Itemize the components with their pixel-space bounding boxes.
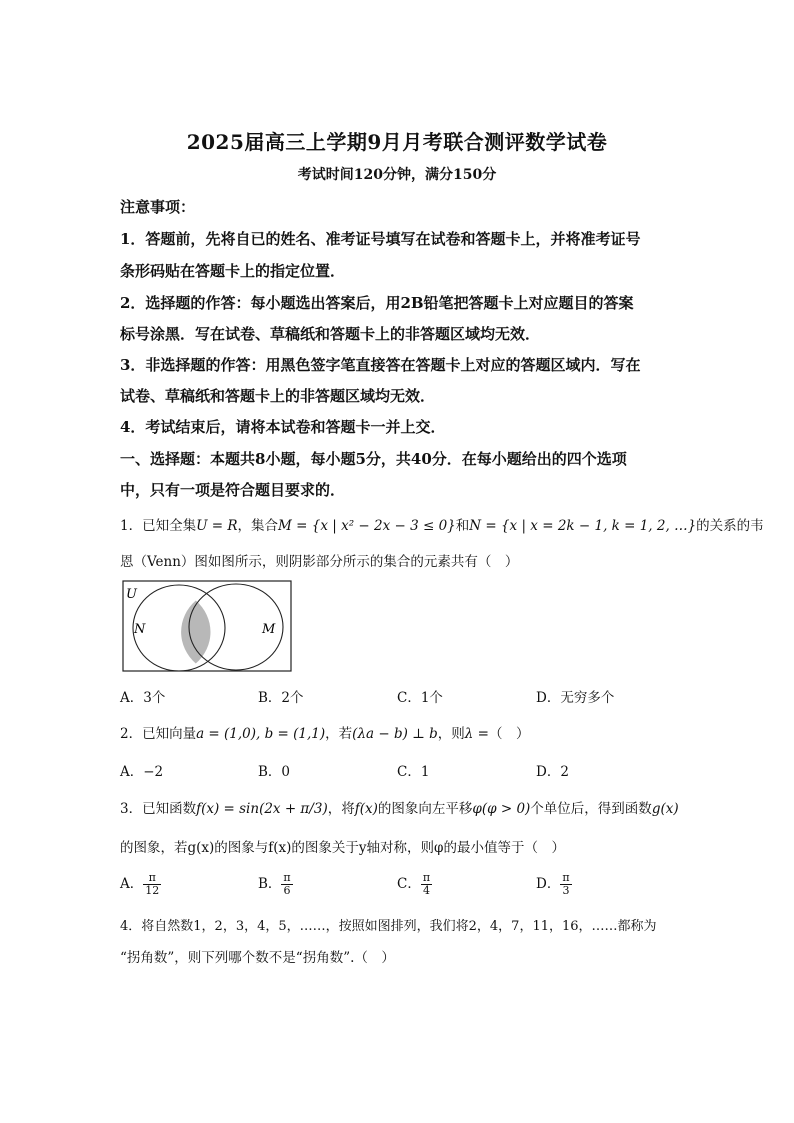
q1-option-b: B．2个 [258, 690, 304, 706]
notice-line: 1．答题前，先将自已的姓名、准考证号填写在试卷和答题卡上，并将准考证号 [120, 230, 641, 248]
q2-option-a: A．−2 [120, 764, 164, 780]
q3-option-a: A． $\frac{\pi}{12}$ [120, 871, 160, 897]
notice-line: 条形码贴在答题卡上的指定位置． [120, 262, 346, 280]
venn-label-u: U [126, 587, 137, 602]
exam-subtitle: 考试时间120分钟，满分150分 [297, 167, 497, 183]
q2-option-c: C．1 [397, 764, 430, 780]
venn-label-n: N [134, 622, 146, 637]
q3-option-c: C． $\frac{\pi}{4}$ [397, 871, 431, 897]
q1-option-c: C．1个 [397, 690, 443, 706]
q3-option-d: D． $\frac{\pi}{3}$ [536, 871, 570, 897]
section-heading: 一、选择题：本题共8小题，每小题5分，共40分．在每小题给出的四个选项 [120, 450, 627, 468]
q4-line1: 4．将自然数1，2，3，4，5，……，按照如图排列，我们将2，4，7，11，16，……都称为 [120, 919, 657, 934]
q2-option-d: D．2 [536, 764, 569, 780]
notice-line: 试卷、草稿纸和答题卡上的非答题区域均无效． [120, 387, 436, 405]
q4-line2: “拐角数”，则下列哪个数不是“拐角数”.（ ） [120, 950, 395, 966]
q1-line2: 恩（Venn）图如图所示，则阴影部分所示的集合的元素共有（ ） [120, 554, 519, 570]
venn-label-m: M [262, 622, 276, 637]
section-heading-cont: 中，只有一项是符合题目要求的． [120, 481, 346, 499]
q3-option-b: B． $\frac{\pi}{6}$ [258, 871, 291, 897]
exam-title: 2025届高三上学期9月月考联合测评数学试卷 [186, 130, 608, 154]
notice-line: 标号涂黑．写在试卷、草稿纸和答题卡上的非答题区域均无效． [120, 325, 541, 343]
q2-line: 2．已知向量a = (1,0), b = (1,1)，若(λa − b) ⊥ b，则λ =（ ） [120, 726, 530, 742]
q2-option-b: B．0 [258, 764, 291, 780]
notice-line: 2．选择题的作答：每小题选出答案后，用2B铅笔把答题卡上对应题目的答案 [120, 294, 634, 312]
notice-heading: 注意事项： [120, 198, 196, 216]
q1-option-d: D．无穷多个 [536, 690, 615, 706]
venn-diagram [122, 580, 294, 674]
q3-line1: 3．已知函数f(x) = sin(2x + π/3)，将f(x)的图象向左平移φ(φ > 0)个单位后，得到函数g(x) [120, 801, 679, 817]
q3-line2: 的图象，若g(x)的图象与f(x)的图象关于y轴对称，则φ的最小值等于（ ） [120, 840, 566, 856]
notice-line: 3．非选择题的作答：用黑色签字笔直接答在答题卡上对应的答题区域内．写在 [120, 356, 641, 374]
notice-line: 4．考试结束后，请将本试卷和答题卡一并上交． [120, 418, 446, 436]
q1-line1: 1．已知全集U = R，集合M = {x | x² − 2x − 3 ≤ 0}和N = {x | x = 2k − 1, k = 1, 2, …}的关系的韦 [120, 518, 764, 534]
q1-option-a: A．3个 [120, 690, 166, 706]
